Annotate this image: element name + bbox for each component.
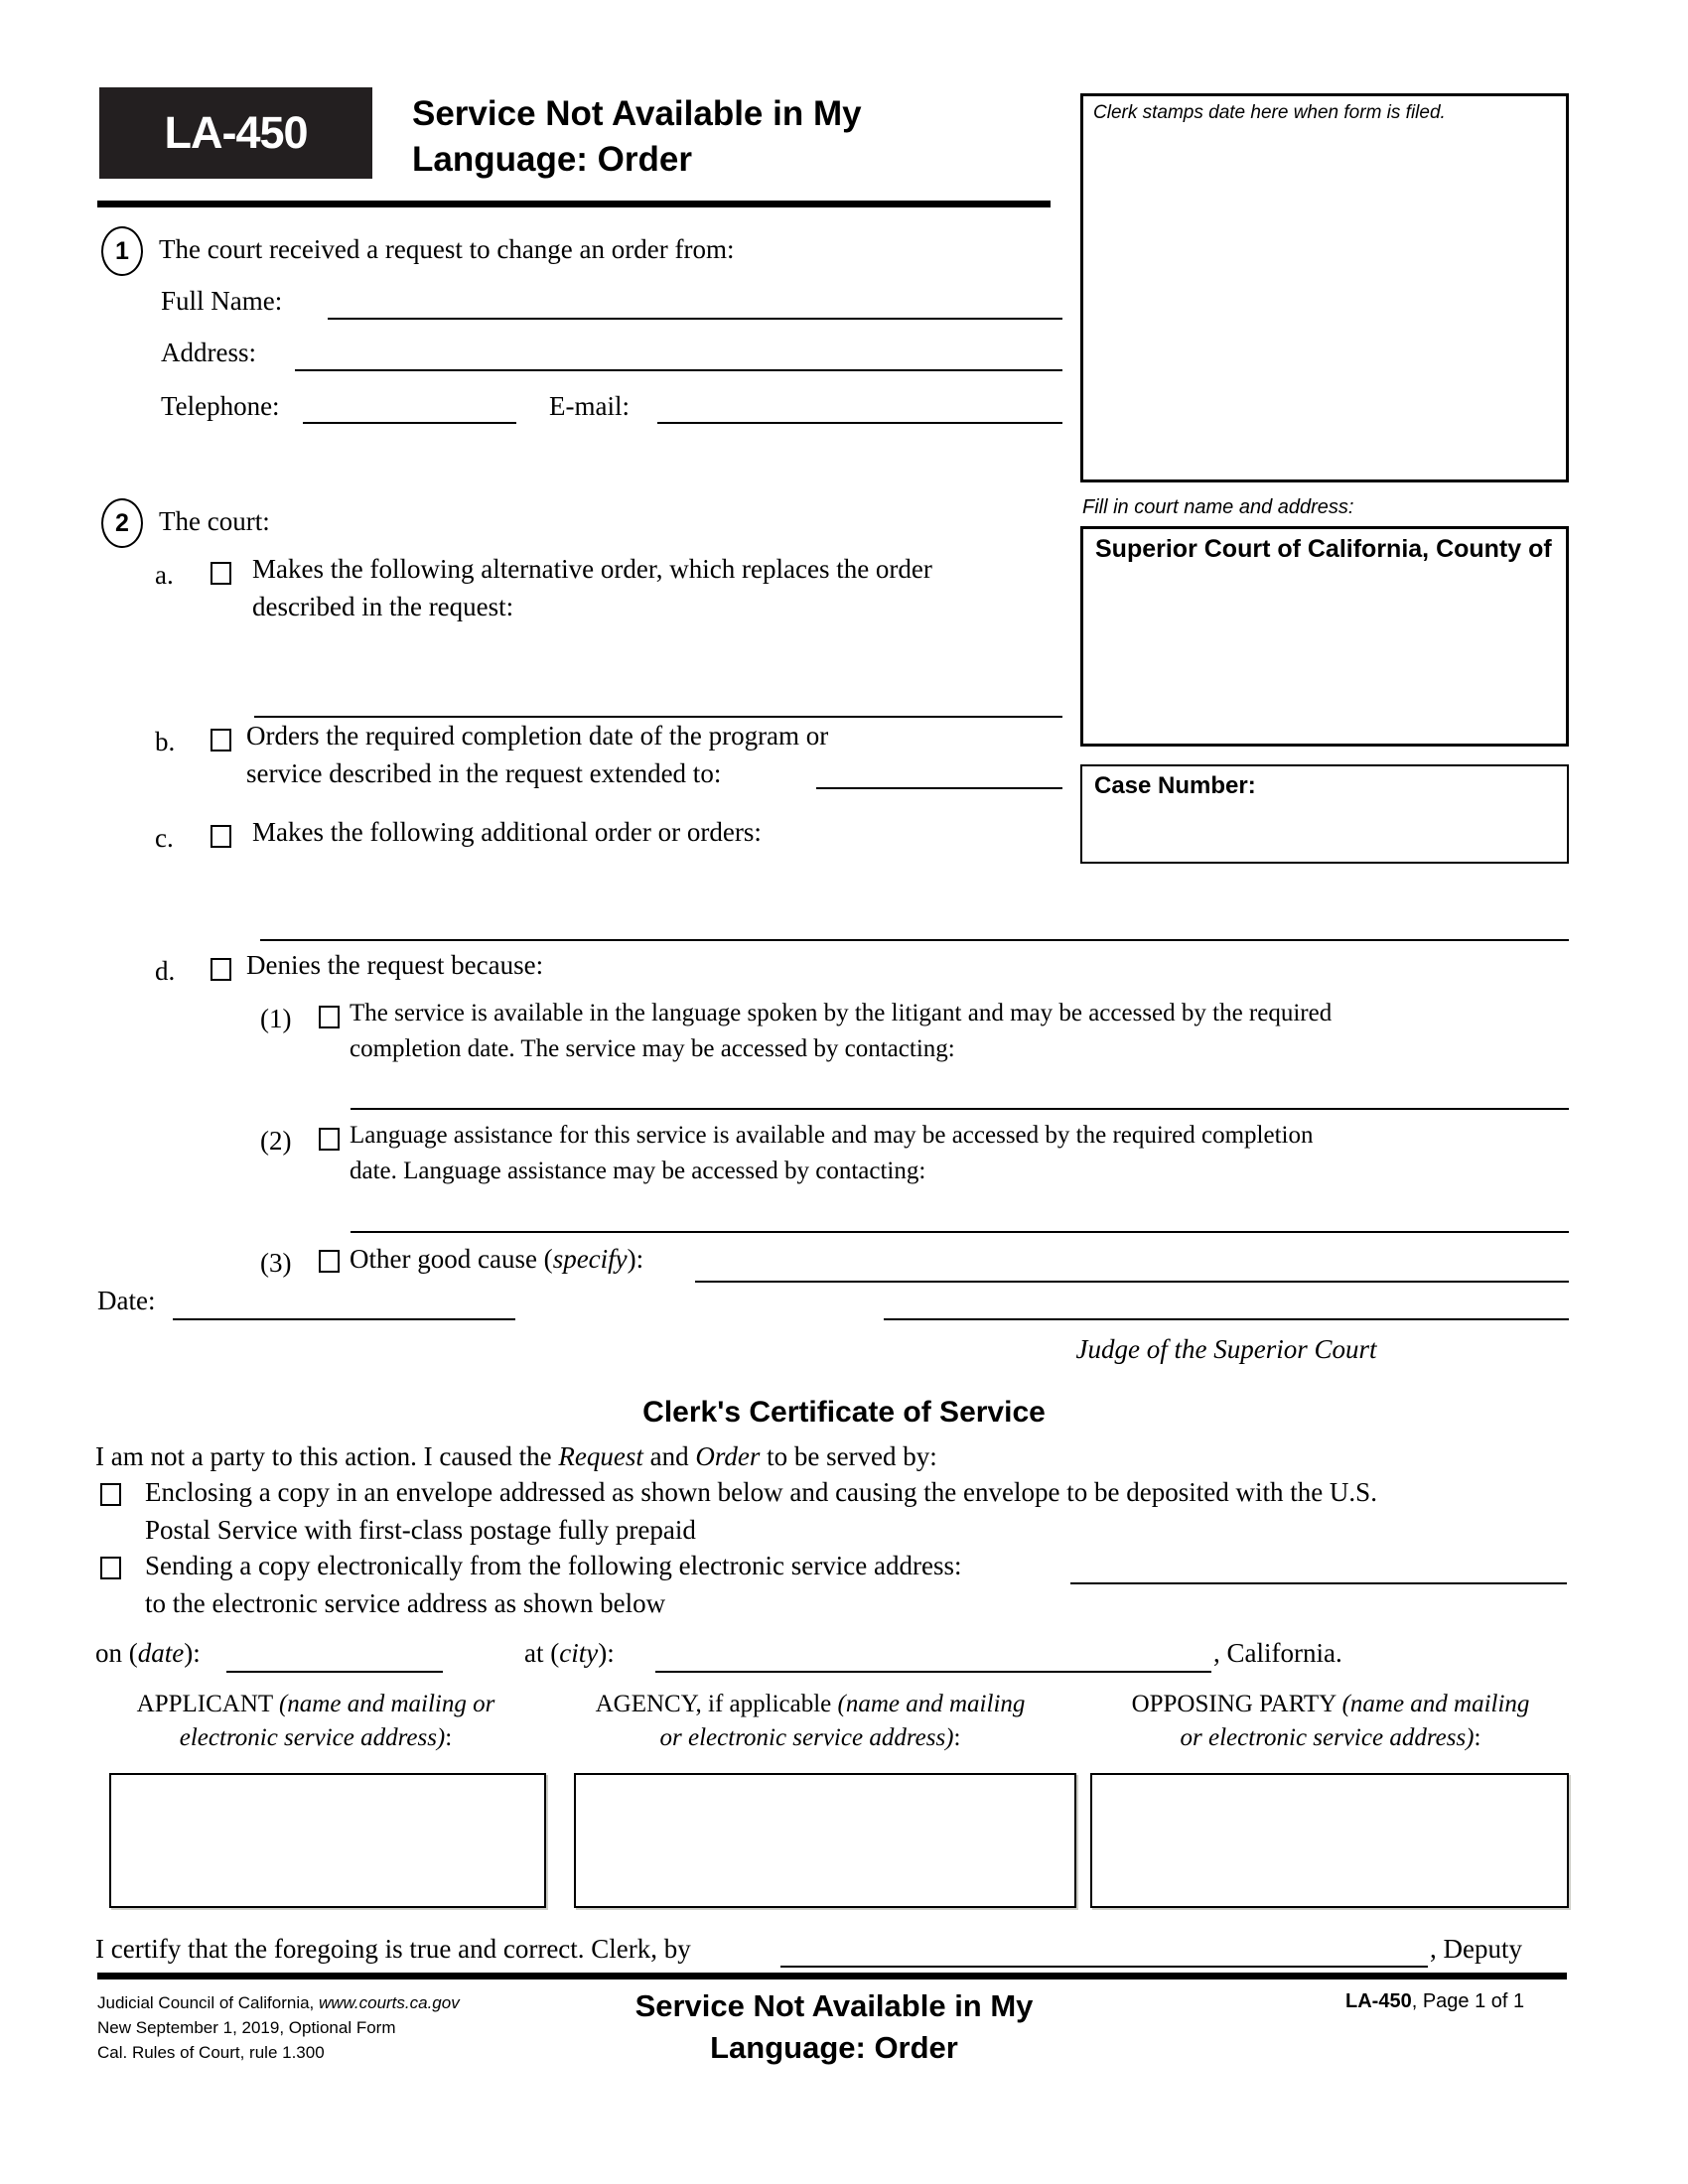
service-option-mail-line1: Enclosing a copy in an envelope addressed as shown below and causing the envelope to be deposited with the U.S.	[145, 1477, 1377, 1507]
full-name-input[interactable]	[328, 318, 1062, 320]
item-d3-input[interactable]	[695, 1281, 1569, 1283]
opposing-heading-a: OPPOSING PARTY	[1131, 1691, 1342, 1717]
item-a-checkbox[interactable]	[211, 562, 231, 585]
footer-left-line1-a: Judicial Council of California,	[97, 1993, 319, 2012]
service-option-electronic-line1: Sending a copy electronically from the following electronic service address:	[145, 1551, 962, 1580]
opposing-heading-i1: (name and mailing	[1341, 1691, 1530, 1717]
item-d3-marker: (3)	[260, 1248, 292, 1278]
item-a-letter: a.	[155, 560, 174, 590]
page-title	[412, 91, 1048, 183]
item-b-line1: Orders the required completion date of the program or	[246, 721, 829, 751]
opposing-address-box[interactable]	[1090, 1773, 1569, 1908]
clerk-cert-intro-a: I am not a party to this action. I caused the	[95, 1441, 559, 1471]
section-1-number	[101, 226, 143, 276]
clerk-cert-intro-order: Order	[695, 1441, 761, 1471]
clerk-stamp-label: Clerk stamps date here when form is filed.	[1093, 102, 1446, 123]
item-d3-text	[350, 1240, 643, 1278]
on-date-label-a: on (	[95, 1638, 138, 1668]
section-1-heading: The court received a request to change an order from:	[159, 234, 735, 264]
service-option-electronic-line2: to the electronic service address as shown below	[145, 1588, 666, 1618]
applicant-address-box[interactable]	[109, 1773, 546, 1908]
item-d2-text	[350, 1118, 1581, 1189]
california-label: , California.	[1213, 1638, 1342, 1668]
telephone-label: Telephone:	[161, 391, 280, 421]
agency-heading-b: :	[953, 1724, 961, 1751]
clerk-signature-input[interactable]	[780, 1966, 1428, 1968]
item-c-input[interactable]	[260, 939, 1569, 941]
footer-form-number: LA-450	[1345, 1990, 1412, 2012]
address-input[interactable]	[295, 369, 1062, 371]
on-date-label-b: ):	[184, 1638, 201, 1668]
agency-heading-a: AGENCY, if applicable	[595, 1691, 838, 1717]
item-b-text	[246, 717, 1041, 792]
item-d1-text	[350, 996, 1581, 1067]
applicant-box-heading	[99, 1688, 532, 1755]
item-d3-text-after: ):	[627, 1244, 644, 1274]
item-d-letter: d.	[155, 956, 176, 986]
item-d1-line2: completion date. The service may be accessed by contacting:	[350, 1035, 955, 1062]
applicant-heading-i2: electronic service address)	[179, 1724, 446, 1751]
item-a-text	[252, 550, 1047, 625]
item-d-checkbox[interactable]	[211, 958, 231, 981]
footer-left-line2: New September 1, 2019, Optional Form	[97, 2018, 396, 2037]
at-city-label-b: ):	[598, 1638, 615, 1668]
telephone-input[interactable]	[303, 422, 516, 424]
section-2-heading: The court:	[159, 506, 270, 536]
address-label: Address:	[161, 338, 256, 367]
item-d1-line1: The service is available in the language spoken by the litigant and may be accessed by the required	[350, 1000, 1333, 1026]
on-date-label-italic: date	[137, 1638, 185, 1668]
on-date-label	[95, 1634, 201, 1672]
at-city-input[interactable]	[655, 1671, 1211, 1673]
section-2-number-label: 2	[115, 508, 129, 537]
clerk-cert-intro-request: Request	[558, 1441, 643, 1471]
footer-left-line1-italic: www.courts.ca.gov	[319, 1993, 460, 2012]
court-fill-instruction: Fill in court name and address:	[1082, 496, 1354, 518]
service-option-electronic-checkbox[interactable]	[100, 1557, 121, 1579]
agency-heading-i1: (name and mailing	[837, 1691, 1026, 1717]
date-input[interactable]	[173, 1318, 515, 1320]
court-name-prefix: Superior Court of California, County of	[1095, 535, 1552, 563]
item-a-line1: Makes the following alternative order, which replaces the order	[252, 554, 932, 584]
applicant-heading-a: APPLICANT	[136, 1691, 279, 1717]
item-d1-input[interactable]	[351, 1108, 1569, 1110]
footer-left-line1	[97, 1990, 460, 2015]
form-number-badge	[99, 87, 372, 179]
item-a-line2: described in the request:	[252, 592, 514, 621]
form-title-line1: Service Not Available in My	[412, 94, 862, 133]
item-d3-checkbox[interactable]	[319, 1250, 340, 1273]
email-label: E-mail:	[549, 391, 630, 421]
case-number-label: Case Number:	[1094, 772, 1256, 799]
footer-left-line3: Cal. Rules of Court, rule 1.300	[97, 2043, 325, 2062]
opposing-heading-b: :	[1474, 1724, 1481, 1751]
item-d1-checkbox[interactable]	[319, 1006, 340, 1028]
footer-center-line2: Language: Order	[710, 2030, 958, 2065]
clerk-stamp-box[interactable]	[1080, 93, 1569, 482]
agency-box-heading	[562, 1688, 1058, 1755]
item-d2-checkbox[interactable]	[319, 1128, 340, 1151]
item-b-date-input[interactable]	[816, 787, 1062, 789]
judge-label: Judge of the Superior Court	[1075, 1334, 1377, 1364]
item-d2-input[interactable]	[351, 1231, 1569, 1233]
service-option-electronic-text	[145, 1547, 1138, 1622]
on-date-input[interactable]	[226, 1671, 443, 1673]
opposing-heading-i2: or electronic service address)	[1180, 1724, 1475, 1751]
clerk-certificate-heading: Clerk's Certificate of Service	[642, 1396, 1046, 1429]
agency-address-box[interactable]	[574, 1773, 1076, 1908]
electronic-service-address-input[interactable]	[1070, 1582, 1567, 1584]
at-city-label-italic: city	[559, 1638, 599, 1668]
section-2-number	[101, 498, 143, 548]
service-option-mail-text	[145, 1473, 1575, 1549]
item-d1-marker: (1)	[260, 1004, 292, 1033]
item-d-text: Denies the request because:	[246, 950, 544, 980]
item-d2-marker: (2)	[260, 1126, 292, 1156]
full-name-label: Full Name:	[161, 286, 283, 316]
certify-text: I certify that the foregoing is true and correct. Clerk, by	[95, 1934, 691, 1964]
at-city-label	[524, 1634, 615, 1672]
footer-form-title	[556, 1985, 1112, 2069]
item-b-letter: b.	[155, 727, 176, 756]
agency-heading-i2: or electronic service address)	[659, 1724, 954, 1751]
clerk-cert-intro	[95, 1437, 937, 1475]
clerk-cert-intro-and: and	[642, 1441, 696, 1471]
at-city-label-a: at (	[524, 1638, 560, 1668]
applicant-heading-b: :	[445, 1724, 453, 1751]
service-option-mail-checkbox[interactable]	[100, 1483, 121, 1506]
item-d3-text-italic: specify	[552, 1244, 628, 1274]
item-b-checkbox[interactable]	[211, 729, 231, 751]
footer-divider	[97, 1973, 1567, 1979]
item-c-checkbox[interactable]	[211, 825, 231, 848]
form-title-line2: Language: Order	[412, 140, 692, 179]
service-option-mail-line2: Postal Service with first-class postage fully prepaid	[145, 1515, 696, 1545]
footer-page-label: , Page 1 of 1	[1411, 1990, 1525, 2012]
item-d2-line2: date. Language assistance may be accessed by contacting:	[350, 1158, 926, 1184]
footer-center-line1: Service Not Available in My	[634, 1988, 1034, 2023]
clerk-cert-intro-b: to be served by:	[760, 1441, 937, 1471]
item-b-line2: service described in the request extended to:	[246, 758, 722, 788]
case-number-box[interactable]	[1080, 764, 1569, 864]
email-input[interactable]	[657, 422, 1062, 424]
opposing-box-heading	[1082, 1688, 1579, 1755]
item-d2-line1: Language assistance for this service is available and may be accessed by the required completion	[350, 1122, 1314, 1149]
item-c-text: Makes the following additional order or orders:	[252, 817, 762, 847]
applicant-heading-i1: (name and mailing or	[278, 1691, 495, 1717]
header-divider	[97, 201, 1051, 207]
form-number-label: LA-450	[164, 107, 308, 158]
footer-left-text	[97, 1990, 460, 2065]
judge-signature-input[interactable]	[884, 1318, 1569, 1320]
item-c-letter: c.	[155, 823, 174, 853]
footer-page-info	[1345, 1990, 1524, 2013]
court-name-box[interactable]	[1080, 526, 1569, 747]
deputy-label: , Deputy	[1430, 1934, 1522, 1964]
date-label: Date:	[97, 1286, 156, 1315]
item-d3-text-before: Other good cause (	[350, 1244, 553, 1274]
section-1-number-label: 1	[115, 236, 129, 265]
